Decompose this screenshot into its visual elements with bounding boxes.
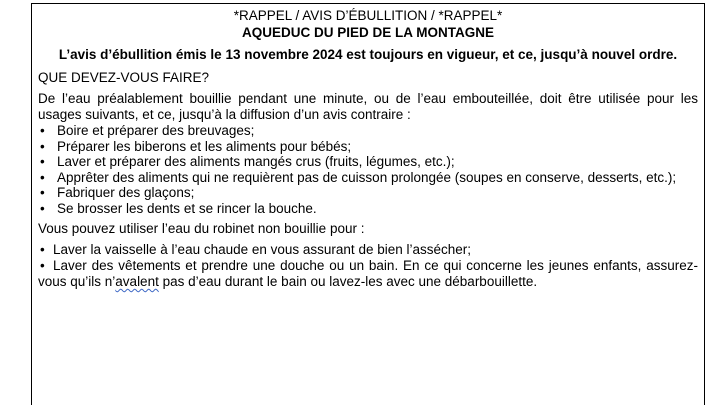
bullet-icon: •: [40, 242, 45, 257]
list-item-text: Boire et préparer des breuvages;: [57, 123, 255, 138]
list-item-text: Apprêter des aliments qui ne requièrent pas de cuisson prolongée (soupes en conserve, desserts, etc.);: [57, 169, 677, 185]
list-item-text-start: Laver des vêtements et prendre une douche ou un bain. En ce qui concerne les jeunes enfants, assurez-vous qu’ils n’: [38, 258, 698, 289]
bullet-icon: •: [40, 138, 45, 154]
notice-header-line1: *RAPPEL / AVIS D’ÉBULLITION / *RAPPEL*: [233, 8, 503, 23]
list-item-text: Laver la vaisselle à l’eau chaude en vous assurant de bien l’assécher;: [53, 242, 472, 257]
list-item: [38, 139, 698, 155]
list-item-text: Se brosser les dents et se rincer la bouche.: [57, 200, 317, 216]
boiled-water-intro: De l’eau préalablement bouillie pendant une minute, ou de l’eau embouteillée, doit être utilisée pour les usages suivants, et ce, jusqu’à la diffusion d’un avis contraire :: [38, 91, 698, 122]
bullet-icon: •: [40, 154, 45, 169]
tap-uses-list: [38, 242, 698, 290]
spellcheck-flagged-word[interactable]: avalent: [115, 274, 159, 289]
boiled-uses-list: [38, 123, 698, 216]
list-item: [38, 123, 698, 139]
bullet-icon: •: [40, 258, 45, 273]
list-item-text-end: pas d’eau durant le bain ou lavez-les avec une débarbouillette.: [158, 274, 538, 289]
bullet-icon: •: [40, 185, 45, 200]
list-item-text: Laver et préparer des aliments mangés crus (fruits, légumes, etc.);: [57, 154, 455, 169]
list-item-text: Fabriquer des glaçons;: [57, 185, 195, 200]
notice-lead: L’avis d’ébullition émis le 13 novembre 2024 est toujours en vigueur, et ce, jusqu’à nouvel ordre.: [58, 47, 678, 62]
list-item: [38, 170, 698, 186]
list-item: [38, 258, 698, 290]
section-title: QUE DEVEZ-VOUS FAIRE?: [38, 70, 210, 85]
boil-water-notice: [31, 3, 705, 405]
list-item: [38, 201, 698, 217]
list-item: [38, 185, 698, 201]
bullet-icon: •: [40, 169, 45, 185]
tap-water-intro: Vous pouvez utiliser l’eau du robinet non bouillie pour :: [38, 221, 365, 236]
list-item: [38, 154, 698, 170]
bullet-icon: •: [40, 123, 45, 138]
list-item: [38, 242, 698, 258]
list-item-text: Préparer les biberons et les aliments pour bébés;: [57, 138, 352, 154]
notice-header-line2: AQUEDUC DU PIED DE LA MONTAGNE: [241, 25, 494, 40]
bullet-icon: •: [40, 200, 45, 216]
